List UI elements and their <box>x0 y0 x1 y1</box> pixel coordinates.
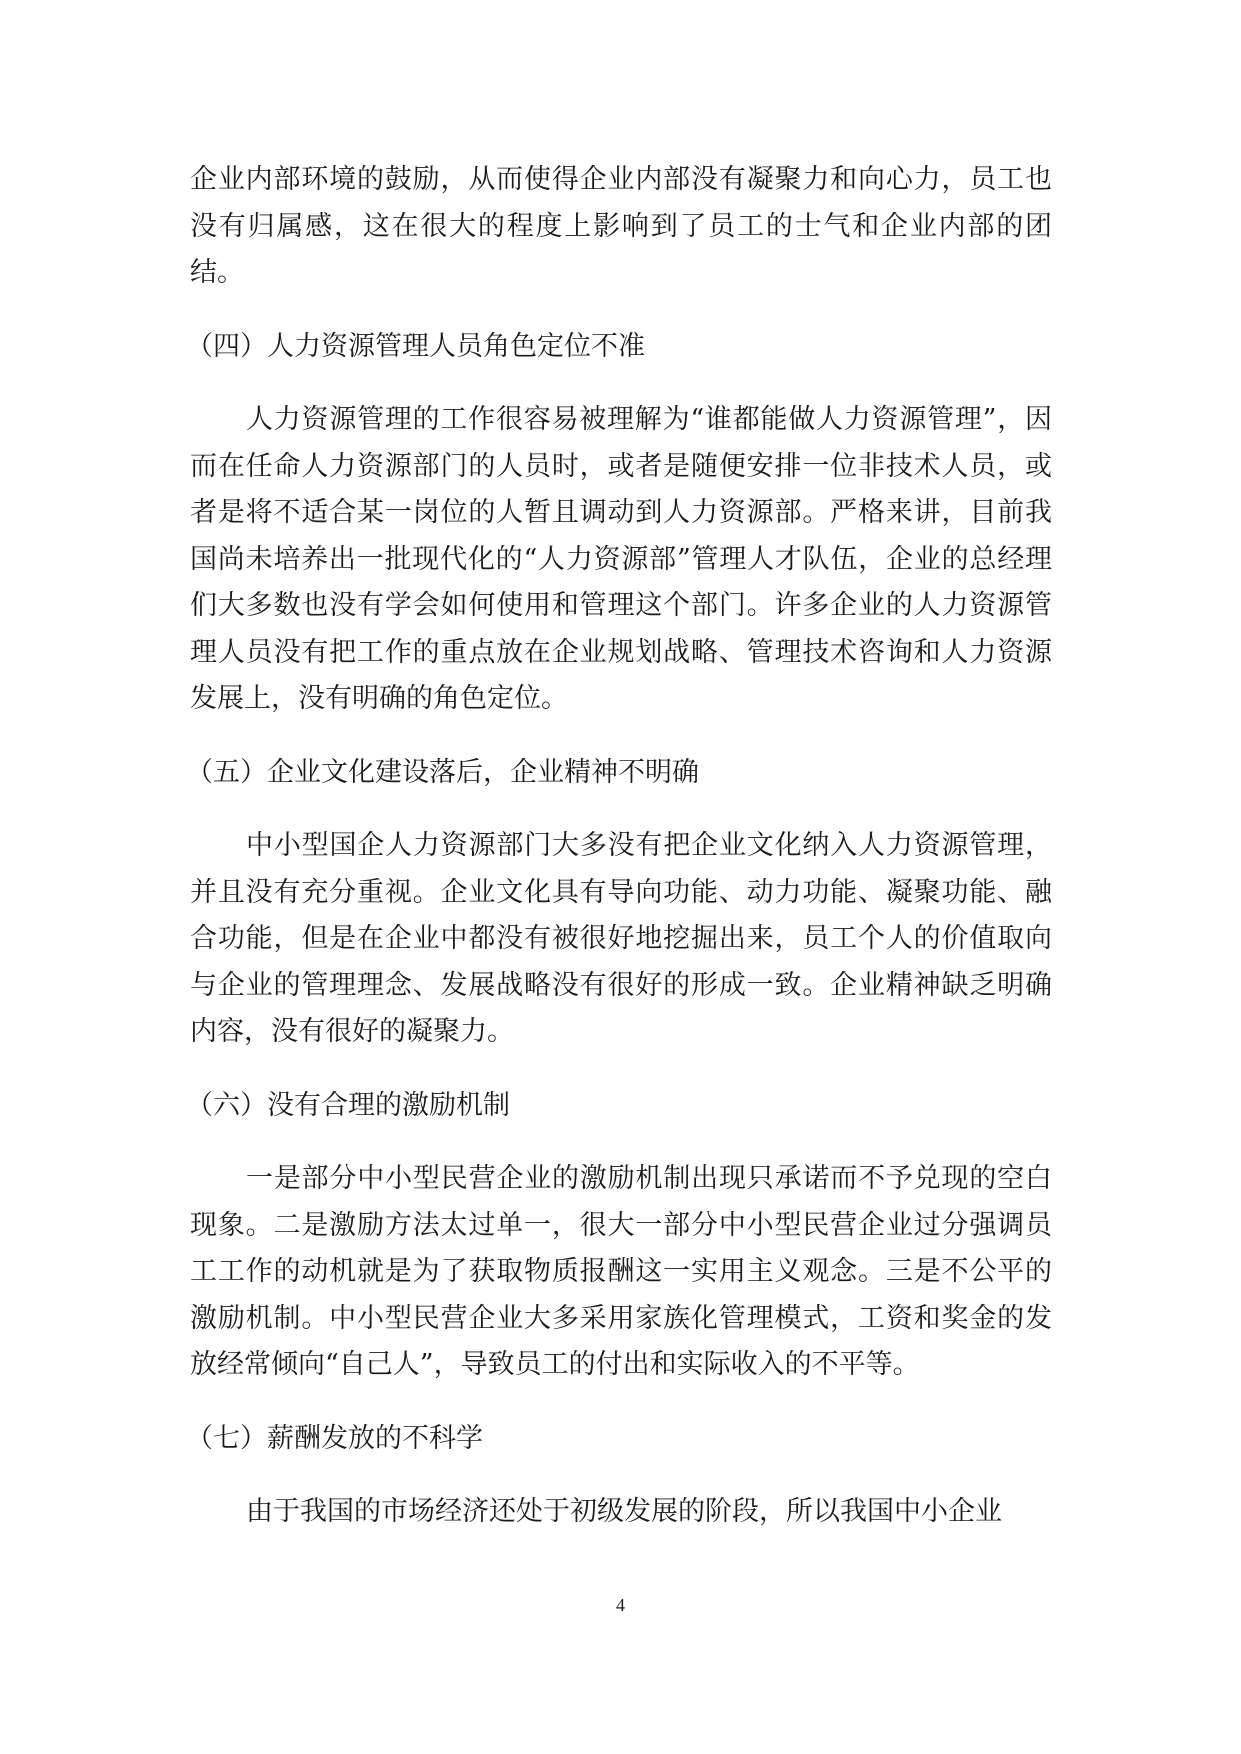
paragraph-section-5: 中小型国企人力资源部门大多没有把企业文化纳入人力资源管理，并且没有充分重视。企业文化具有导向功能、动力功能、凝聚功能、融合功能，但是在企业中都没有被很好地挖掘出来，员工个人的价值取向与企业的管理理念、发展战略没有很好的形成一致。企业精神缺乏明确内容，没有很好的凝聚力。 <box>190 830 1052 1047</box>
section-heading-6: （六）没有合理的激励机制 <box>186 1089 510 1121</box>
page-number: 4 <box>616 1595 625 1615</box>
page-body <box>186 157 1052 1536</box>
paragraph-section-4: 人力资源管理的工作很容易被理解为“谁都能做人力资源管理”，因而在任命人力资源部门的人员时，或者是随便安排一位非技术人员，或者是将不适合某一岗位的人暂且调动到人力资源部。严格来讲，目前我国尚未培养出一批现代化的“人力资源部”管理人才队伍，企业的总经理们大多数也没有学会如何使用和管理这个部门。许多企业的人力资源管理人员没有把工作的重点放在企业规划战略、管理技术咨询和人力资源发展上，没有明确的角色定位。 <box>190 404 1052 714</box>
section-heading-4: （四）人力资源管理人员角色定位不准 <box>186 330 645 362</box>
paragraph-continuation: 企业内部环境的鼓励，从而使得企业内部没有凝聚力和向心力，员工也没有归属感，这在很大的程度上影响到了员工的士气和企业内部的团结。 <box>190 164 1052 288</box>
section-heading-5: （五）企业文化建设落后，企业精神不明确 <box>186 756 699 788</box>
paragraph-section-7: 由于我国的市场经济还处于初级发展的阶段，所以我国中小企业 <box>246 1496 1002 1527</box>
section-heading-7: （七）薪酬发放的不科学 <box>186 1422 483 1454</box>
paragraph-section-6: 一是部分中小型民营企业的激励机制出现只承诺而不予兑现的空白现象。二是激励方法太过单一，很大一部分中小型民营企业过分强调员工工作的动机就是为了获取物质报酬这一实用主义观念。三是不公平的激励机制。中小型民营企业大多采用家族化管理模式，工资和奖金的发放经常倾向“自己人”，导致员工的付出和实际收入的不平等。 <box>190 1163 1052 1380</box>
